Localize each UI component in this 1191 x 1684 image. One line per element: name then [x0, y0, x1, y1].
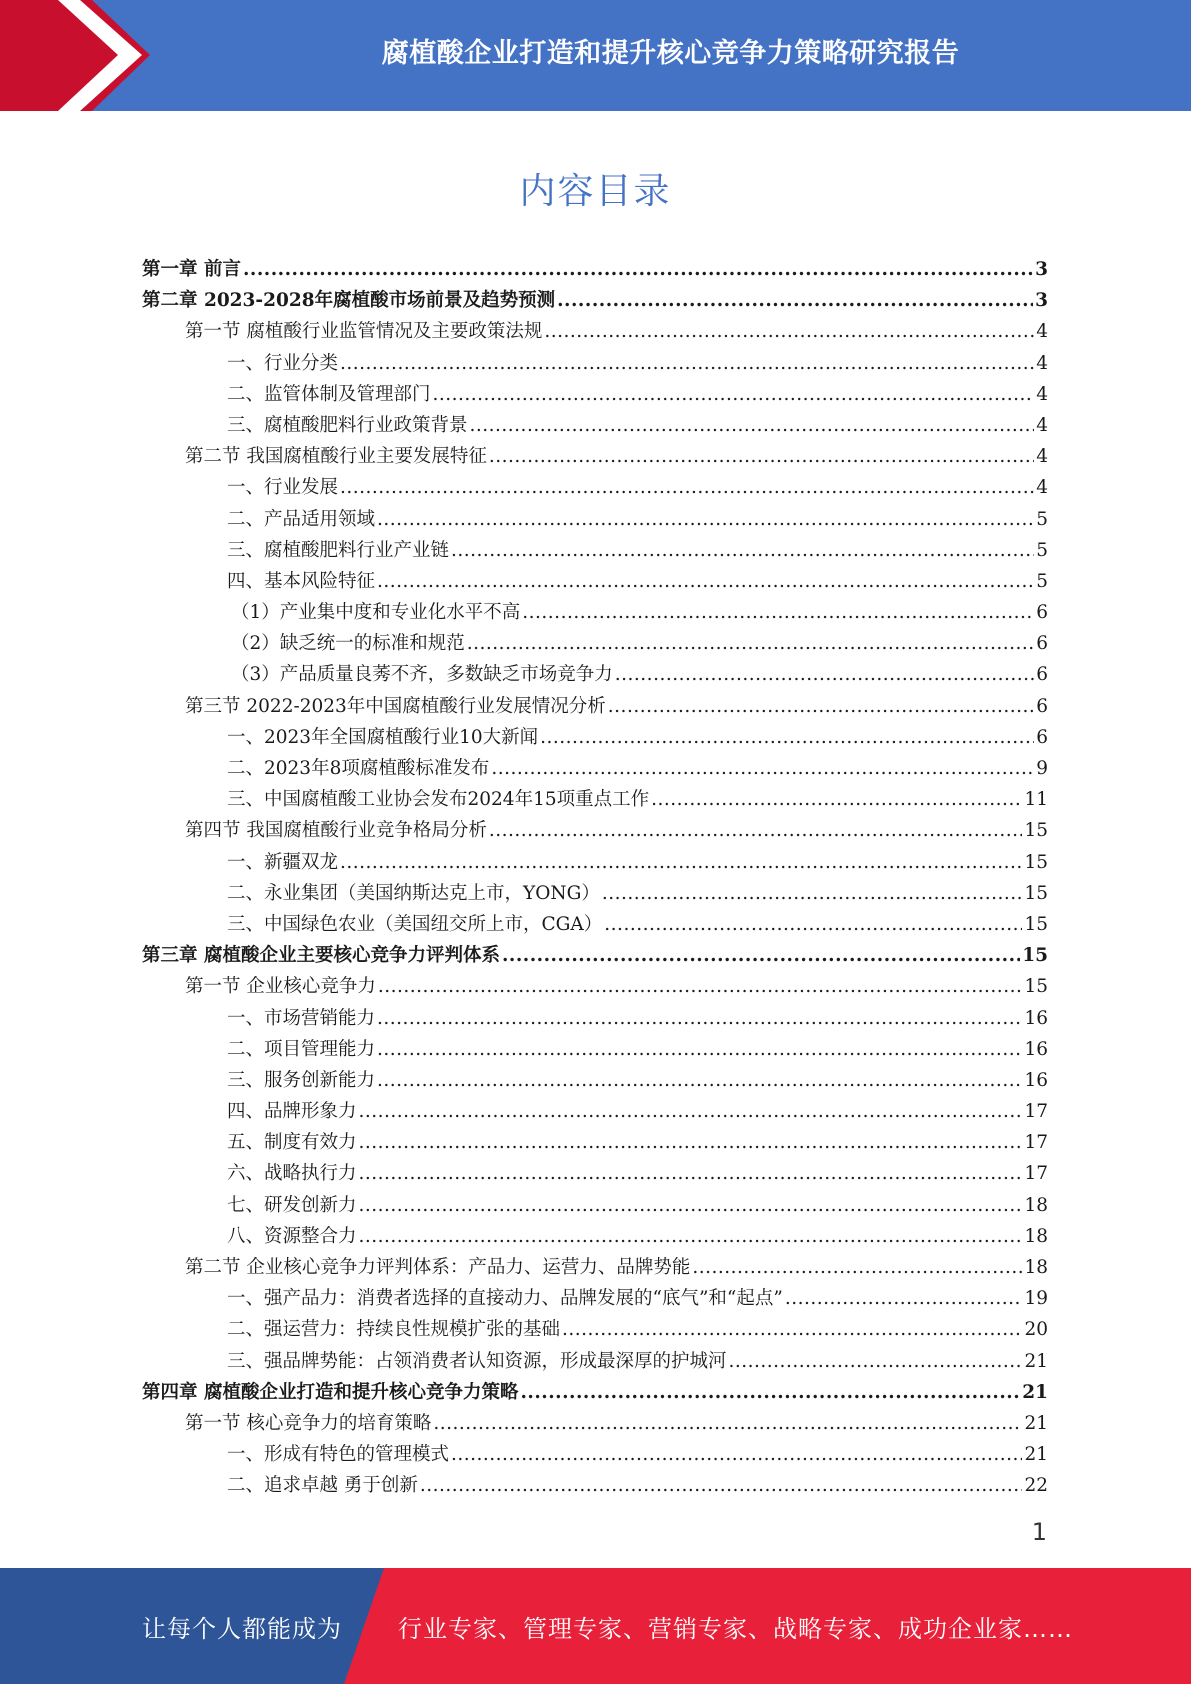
toc-entry[interactable] — [142, 815, 1048, 846]
toc-entry[interactable] — [142, 254, 1048, 285]
dot-leader — [340, 348, 1034, 379]
toc-entry-page: 5 — [1036, 570, 1048, 592]
dot-leader — [602, 878, 1023, 909]
toc-entry[interactable] — [142, 410, 1048, 441]
toc-entry-label: 五、制度有效力 — [227, 1132, 357, 1154]
toc-entry[interactable] — [142, 940, 1048, 971]
dot-leader — [562, 1314, 1022, 1345]
toc-entry-label: 三、中国腐植酸工业协会发布2024年15项重点工作 — [227, 789, 650, 811]
dot-leader — [359, 1190, 1023, 1221]
dot-leader — [785, 1283, 1023, 1314]
dot-leader — [433, 1408, 1022, 1439]
footer-banner — [0, 1568, 1191, 1684]
dot-leader — [359, 1096, 1023, 1127]
toc-entry-label: 四、基本风险特征 — [227, 570, 376, 592]
dot-leader — [544, 316, 1034, 347]
toc-entry-label: 二、监管体制及管理部门 — [227, 383, 431, 405]
toc-entry-page: 4 — [1036, 321, 1048, 343]
toc-entry[interactable] — [142, 535, 1048, 566]
toc-entry-page: 4 — [1036, 477, 1048, 499]
page-number: 1 — [1031, 1518, 1047, 1546]
toc-entry[interactable] — [142, 784, 1048, 815]
toc-entry-label: 二、永业集团（美国纳斯达克上市，YONG） — [227, 882, 600, 904]
toc-entry-page: 21 — [1024, 1412, 1048, 1434]
toc-entry[interactable] — [142, 1221, 1048, 1252]
toc-entry-page: 11 — [1024, 789, 1048, 811]
dot-leader — [243, 254, 1033, 285]
toc-entry-label: 第四章 腐植酸企业打造和提升核心竞争力策略 — [142, 1381, 519, 1403]
toc-entry-page: 5 — [1036, 508, 1048, 530]
toc-entry-label: 六、战略执行力 — [227, 1163, 357, 1185]
dot-leader — [467, 628, 1034, 659]
toc-entry[interactable] — [142, 878, 1048, 909]
toc-entry-page: 17 — [1024, 1101, 1048, 1123]
toc-entry-label: 三、中国绿色农业（美国纽交所上市，CGA） — [227, 913, 603, 935]
toc-entry-page: 22 — [1024, 1475, 1048, 1497]
toc-entry[interactable] — [142, 1439, 1048, 1470]
dot-leader — [522, 597, 1034, 628]
toc-entry[interactable] — [142, 1377, 1048, 1408]
toc-entry-label: 第一节 企业核心竞争力 — [185, 976, 376, 998]
dot-leader — [377, 1034, 1022, 1065]
toc-entry[interactable] — [142, 1034, 1048, 1065]
toc-entry-label: 一、形成有特色的管理模式 — [227, 1444, 450, 1466]
toc-entry-label: 一、市场营销能力 — [227, 1007, 376, 1029]
toc-entry[interactable] — [142, 628, 1048, 659]
toc-entry-label: 二、2023年8项腐植酸标准发布 — [227, 758, 490, 779]
toc-entry[interactable] — [142, 753, 1048, 784]
dot-leader — [451, 535, 1034, 566]
toc-heading: 内容目录 — [519, 171, 672, 212]
toc-entry-page: 15 — [1024, 913, 1048, 935]
footer-slogan-left: 让每个人都能成为 — [142, 1614, 342, 1643]
toc-entry[interactable] — [142, 659, 1048, 690]
chevron-logo-icon — [0, 0, 160, 111]
dot-leader — [557, 285, 1033, 316]
toc-entry-page: 3 — [1035, 290, 1048, 312]
toc-entry-label: 第三节 2022-2023年中国腐植酸行业发展情况分析 — [185, 695, 606, 717]
report-title: 腐植酸企业打造和提升核心竞争力策略研究报告 — [381, 37, 960, 69]
toc-entry-label: 二、强运营力：持续良性规模扩张的基础 — [227, 1319, 561, 1341]
toc-entry-page: 18 — [1024, 1194, 1048, 1216]
toc-entry-page: 9 — [1036, 758, 1048, 779]
toc-entry-page: 15 — [1024, 820, 1048, 842]
dot-leader — [451, 1439, 1022, 1470]
toc-entry-label: 三、强品牌势能：占领消费者认知资源，形成最深厚的护城河 — [227, 1350, 727, 1372]
toc-entry[interactable] — [142, 722, 1048, 753]
dot-leader — [340, 847, 1022, 878]
toc-entry[interactable] — [142, 472, 1048, 503]
toc-entry-page: 15 — [1022, 945, 1048, 967]
dot-leader — [615, 659, 1034, 690]
toc-entry[interactable] — [142, 1127, 1048, 1158]
toc-entry-label: 三、服务创新能力 — [227, 1069, 376, 1091]
toc-entry-page: 19 — [1024, 1288, 1048, 1310]
toc-entry-page: 18 — [1024, 1225, 1048, 1247]
toc-entry-label: 一、强产品力：消费者选择的直接动力、品牌发展的“底气”和“起点” — [227, 1288, 783, 1310]
toc-entry-label: 第二节 我国腐植酸行业主要发展特征 — [185, 446, 487, 468]
toc-entry[interactable] — [142, 1408, 1048, 1439]
toc-entry-label: 二、产品适用领域 — [227, 508, 376, 530]
toc-entry[interactable] — [142, 348, 1048, 379]
toc-entry-page: 6 — [1036, 633, 1048, 655]
toc-entry-label: 八、资源整合力 — [227, 1225, 357, 1247]
toc-entry-page: 4 — [1036, 414, 1048, 436]
toc-entry[interactable] — [142, 1065, 1048, 1096]
toc-entry[interactable] — [142, 691, 1048, 722]
toc-entry-label: （3）产品质量良莠不齐，多数缺乏市场竞争力 — [231, 664, 613, 686]
dot-leader — [359, 1221, 1023, 1252]
toc-entry-page: 5 — [1036, 539, 1048, 561]
toc-entry[interactable] — [142, 1283, 1048, 1314]
toc-entry-label: 二、追求卓越 勇于创新 — [227, 1475, 418, 1497]
dot-leader — [420, 1470, 1023, 1501]
toc-entry-page: 6 — [1036, 695, 1048, 717]
dot-leader — [651, 784, 1022, 815]
dot-leader — [359, 1127, 1023, 1158]
toc-entry-page: 6 — [1036, 602, 1048, 624]
toc-entry[interactable] — [142, 504, 1048, 535]
toc-entry-page: 4 — [1036, 383, 1048, 405]
toc-entry-label: 三、腐植酸肥料行业政策背景 — [227, 414, 468, 436]
toc-entry-label: 七、研发创新力 — [227, 1194, 357, 1216]
toc-entry-page: 21 — [1024, 1444, 1048, 1466]
toc-entry[interactable] — [142, 285, 1048, 316]
dot-leader — [491, 753, 1034, 784]
dot-leader — [340, 472, 1034, 503]
toc-entry-page: 16 — [1024, 1007, 1048, 1029]
dot-leader — [377, 504, 1034, 535]
toc-entry-label: 第三章 腐植酸企业主要核心竞争力评判体系 — [142, 945, 500, 967]
toc-entry[interactable] — [142, 1470, 1048, 1501]
toc-entry-page: 20 — [1024, 1319, 1048, 1341]
toc-entry-page: 21 — [1022, 1381, 1048, 1403]
toc-entry[interactable] — [142, 1314, 1048, 1345]
toc-entry[interactable] — [142, 847, 1048, 878]
table-of-contents — [142, 254, 1048, 1502]
toc-entry[interactable] — [142, 1096, 1048, 1127]
toc-entry-label: 第二节 企业核心竞争力评判体系：产品力、运营力、品牌势能 — [185, 1257, 691, 1278]
toc-entry-label: （1）产业集中度和专业化水平不高 — [231, 602, 521, 624]
toc-entry[interactable] — [142, 1190, 1048, 1221]
dot-leader — [433, 379, 1035, 410]
toc-entry-label: 第四节 我国腐植酸行业竞争格局分析 — [185, 820, 487, 842]
dot-leader — [604, 909, 1022, 940]
toc-entry-page: 6 — [1036, 726, 1048, 748]
toc-entry[interactable] — [142, 1252, 1048, 1283]
toc-entry[interactable] — [142, 971, 1048, 1002]
toc-entry-label: 一、行业发展 — [227, 477, 339, 499]
toc-entry-label: 三、腐植酸肥料行业产业链 — [227, 539, 450, 561]
dot-leader — [359, 1158, 1023, 1189]
toc-entry-page: 21 — [1024, 1350, 1048, 1372]
toc-entry-label: 一、新疆双龙 — [227, 851, 339, 873]
toc-entry-label: 第一章 前言 — [142, 259, 241, 280]
toc-entry-label: （2）缺乏统一的标准和规范 — [231, 633, 465, 655]
dot-leader — [540, 722, 1034, 753]
toc-entry[interactable] — [142, 1346, 1048, 1377]
dot-leader — [520, 1377, 1020, 1408]
toc-entry-page: 18 — [1024, 1257, 1048, 1278]
dot-leader — [692, 1252, 1022, 1283]
toc-entry[interactable] — [142, 597, 1048, 628]
toc-entry-label: 一、行业分类 — [227, 352, 339, 374]
dot-leader — [489, 815, 1023, 846]
dot-leader — [377, 566, 1034, 597]
dot-leader — [502, 940, 1020, 971]
dot-leader — [489, 441, 1034, 472]
dot-leader — [470, 410, 1035, 441]
toc-entry-page: 3 — [1035, 259, 1048, 280]
toc-entry-page: 16 — [1024, 1069, 1048, 1091]
toc-entry[interactable] — [142, 909, 1048, 940]
toc-entry[interactable] — [142, 441, 1048, 472]
toc-entry-label: 第一节 核心竞争力的培育策略 — [185, 1412, 432, 1434]
toc-entry-label: 四、品牌形象力 — [227, 1101, 357, 1123]
dot-leader — [377, 1003, 1022, 1034]
toc-entry-label: 二、项目管理能力 — [227, 1038, 376, 1060]
toc-entry-page: 17 — [1024, 1132, 1048, 1154]
toc-entry[interactable] — [142, 379, 1048, 410]
toc-entry[interactable] — [142, 316, 1048, 347]
toc-entry-page: 15 — [1024, 882, 1048, 904]
toc-entry-label: 第一节 腐植酸行业监管情况及主要政策法规 — [185, 321, 543, 343]
toc-entry-page: 15 — [1024, 851, 1048, 873]
dot-leader — [729, 1346, 1023, 1377]
dot-leader — [377, 1065, 1022, 1096]
toc-entry[interactable] — [142, 566, 1048, 597]
toc-entry-page: 16 — [1024, 1038, 1048, 1060]
toc-entry-page: 4 — [1036, 446, 1048, 468]
dot-leader — [608, 691, 1034, 722]
toc-entry-page: 4 — [1036, 352, 1048, 374]
toc-entry-page: 6 — [1036, 664, 1048, 686]
toc-entry[interactable] — [142, 1158, 1048, 1189]
dot-leader — [378, 971, 1023, 1002]
footer-slogan-right: 行业专家、管理专家、营销专家、战略专家、成功企业家…… — [398, 1614, 1073, 1643]
toc-entry-page: 17 — [1024, 1163, 1048, 1185]
toc-entry[interactable] — [142, 1003, 1048, 1034]
toc-entry-label: 第二章 2023-2028年腐植酸市场前景及趋势预测 — [142, 290, 556, 312]
toc-entry-label: 一、2023年全国腐植酸行业10大新闻 — [227, 726, 539, 748]
toc-entry-page: 15 — [1024, 976, 1048, 998]
header-banner — [0, 0, 1191, 111]
